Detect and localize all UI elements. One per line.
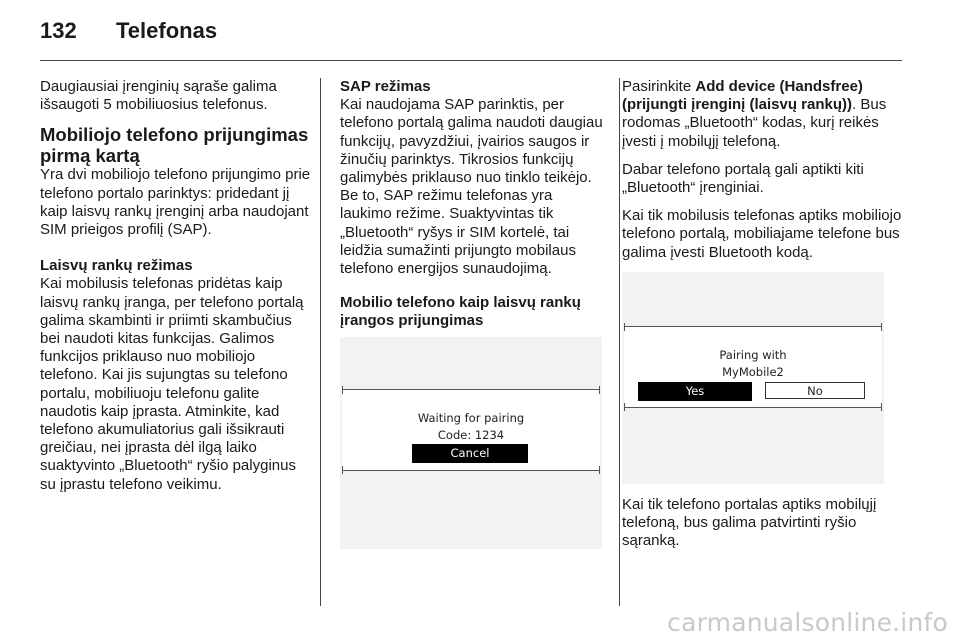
page-number: 132	[40, 18, 77, 43]
display-panel	[624, 326, 882, 408]
paragraph-connection-options: Yra dvi mobiliojo telefono prijungimo prie telefono portalo parinktys: pridedant jį kaip laisvų rankų įrenginį arba naudojant SIM prieigos profilį (SAP).	[40, 166, 311, 239]
subheading-handsfree-pairing: Mobilio telefono kaip laisvų rankų įrangos prijungimas	[340, 294, 581, 330]
pairing-with-label: Pairing with	[719, 347, 787, 362]
paragraph-discoverable: Dabar telefono portalą gali aptikti kiti „Bluetooth“ įrenginiai.	[622, 160, 864, 197]
no-button[interactable]: No	[765, 382, 865, 399]
paragraph-device-list: Daugiausiai įrenginių sąraše galima išsaugoti 5 mobiliuosius telefonus.	[40, 78, 277, 114]
cancel-button[interactable]: Cancel	[412, 444, 528, 463]
device-name: MyMobile2	[722, 364, 784, 379]
display-panel	[342, 389, 600, 471]
menu-option-add-device: Add device (Handsfree) (prijungti įrenginį (laisvų rankų))	[622, 78, 863, 114]
column-divider-1	[320, 78, 321, 606]
text-prefix: Pasirinkite	[622, 78, 696, 95]
paragraph-sap-mode: Kai naudojama SAP parinktis, per telefono portalą galima naudoti daugiau funkcijų, pavyzdžiui, įvairios saugos ir žinučių parinktys. Tikrosios funkcijų galimybės priklauso nuo tinklo teikėjo. Be to, SAP režimu telefonas yra laukimo režime. Suaktyvintas tik „Bluetooth“ ryšys ir SIM kortelė, tai leidžia sumažinti prijungto mobilaus telefono energijos sunaudojimą.	[340, 96, 603, 278]
waiting-message: Waiting for pairing	[417, 410, 525, 425]
column-2	[340, 78, 606, 549]
paragraph-enter-code: Kai tik mobilusis telefonas aptiks mobiliojo telefono portalą, mobiliajame telefone bus galima įvesti Bluetooth kodą.	[622, 207, 902, 261]
paragraph-add-device	[622, 78, 908, 151]
pairing-code: Code: 1234	[437, 427, 505, 442]
watermark: carmanualsonline.info	[667, 608, 948, 637]
text-suffix: . Bus rodomas „Bluetooth“ kodas, kurį reikės įvesti į mobilųjį telefoną.	[622, 96, 887, 150]
subheading-handsfree-mode: Laisvų rankų režimas	[40, 257, 193, 275]
column-3	[622, 78, 908, 560]
column-1	[40, 78, 312, 504]
page-title: Telefonas	[116, 18, 218, 43]
column-divider-2	[619, 78, 620, 606]
header-divider	[40, 60, 902, 61]
pairing-screen-illustration	[340, 337, 602, 549]
paragraph-confirm-connection: Kai tik telefono portalas aptiks mobilųjį telefoną, bus galima patvirtinti ryšio sąranką.	[622, 495, 877, 550]
yes-button[interactable]: Yes	[638, 382, 752, 401]
section-heading: Mobiliojo telefono prijungimas pirmą kartą	[40, 124, 309, 167]
paragraph-handsfree-mode: Kai mobilusis telefonas pridėtas kaip laisvų rankų įranga, per telefono portalą galima skambinti ir priimti skambučius bei naudoti kitas funkcijas. Galimos funkcijos priklauso nuo mobiliojo telefono. Kai jis sujungtas su telefono portalu, mobiliuoju telefonu galite naudotis kaip įprasta. Atminkite, kad telefono akumuliatorius gali išsikrauti greičiau, nei įprasta dėl ilgą laiko suaktyvinto „Bluetooth“ ryšio palyginus su įprastu telefono veikimu.	[40, 275, 304, 493]
subheading-sap-mode: SAP režimas	[340, 78, 431, 95]
pairing-confirm-screen-illustration	[622, 272, 884, 484]
